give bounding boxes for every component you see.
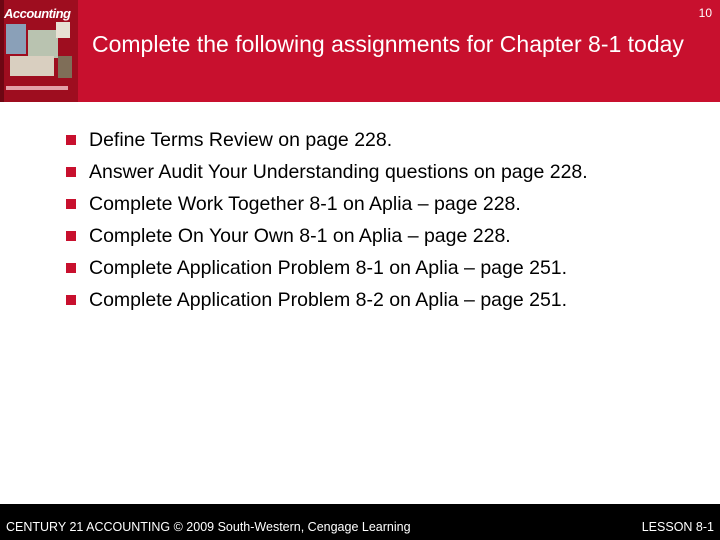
slide-header — [0, 0, 720, 102]
footer-copyright: CENTURY 21 ACCOUNTING © 2009 South-Western, Cengage Learning — [6, 520, 411, 534]
page-number: 10 — [698, 6, 712, 20]
bullet-square-icon — [66, 199, 76, 209]
list-item — [66, 284, 686, 316]
header-divider — [0, 102, 720, 104]
bullet-square-icon — [66, 167, 76, 177]
bullet-square-icon — [66, 231, 76, 241]
list-item — [66, 220, 686, 252]
list-item — [66, 188, 686, 220]
list-item-text: Complete Application Problem 8-1 on Aplia – page 251. — [89, 257, 568, 279]
textbook-cover-thumbnail — [0, 0, 78, 102]
list-item-text: Complete Application Problem 8-2 on Aplia – page 251. — [89, 289, 568, 311]
slide-title: Complete the following assignments for Chapter 8-1 today — [92, 31, 684, 57]
bullet-square-icon — [66, 263, 76, 273]
footer-lesson: LESSON 8-1 — [641, 520, 714, 534]
textbook-logo: Accounting — [4, 6, 71, 21]
list-item-text: Answer Audit Your Understanding questions on page 228. — [89, 161, 588, 183]
bullet-square-icon — [66, 135, 76, 145]
slide-footer — [0, 504, 720, 540]
list-item — [66, 124, 686, 156]
list-item-text: Complete Work Together 8-1 on Aplia – page 228. — [89, 193, 521, 215]
list-item — [66, 156, 686, 188]
assignment-list — [66, 124, 686, 316]
list-item — [66, 252, 686, 284]
list-item-text: Define Terms Review on page 228. — [89, 129, 393, 151]
bullet-square-icon — [66, 295, 76, 305]
list-item-text: Complete On Your Own 8-1 on Aplia – page 228. — [89, 225, 511, 247]
